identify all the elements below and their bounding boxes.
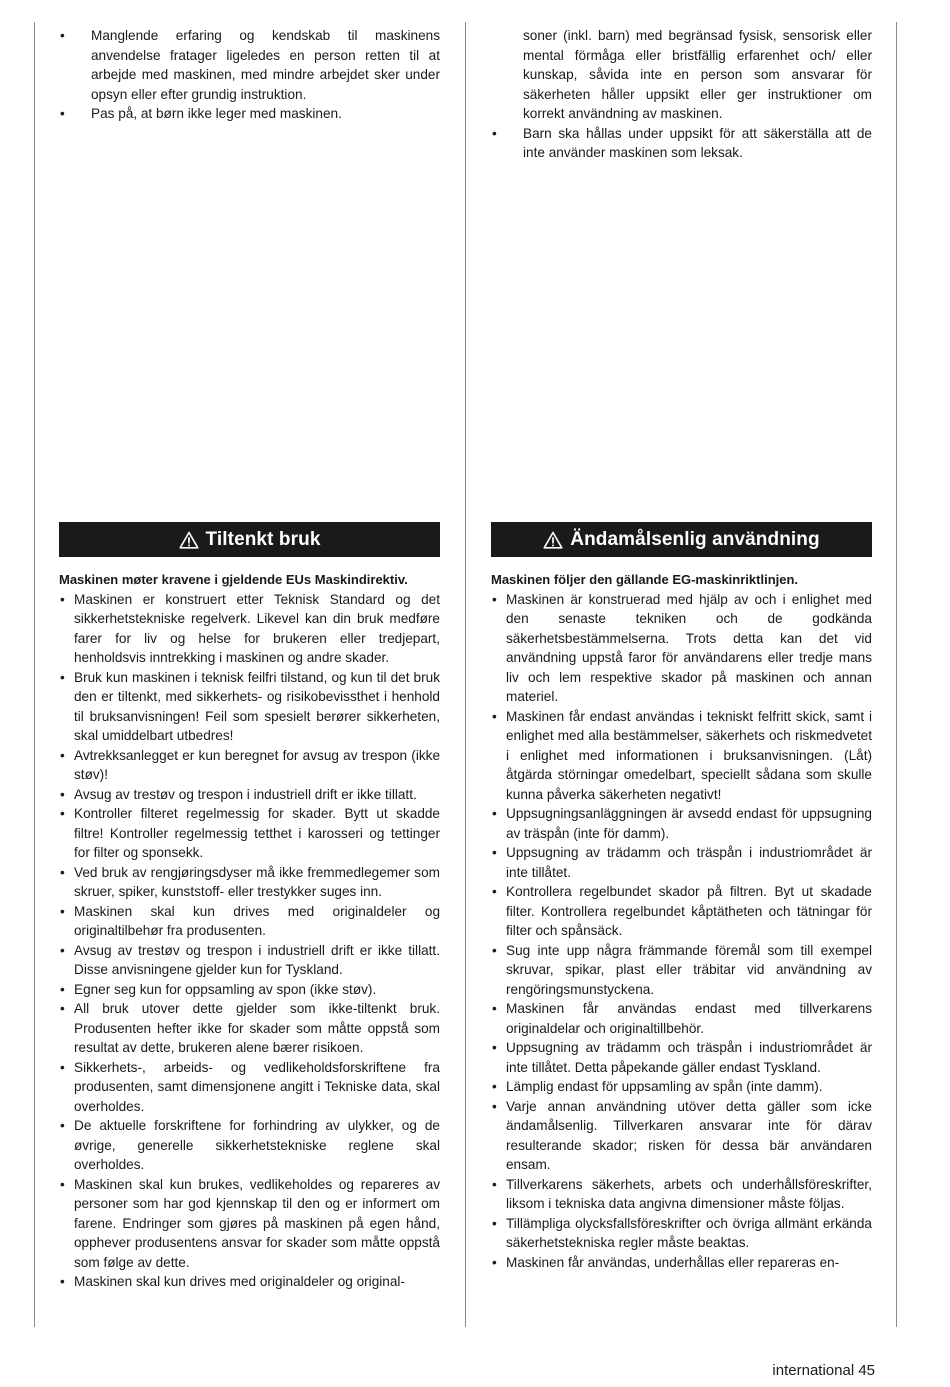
list-item: • Maskinen får användas, underhållas eller repareras en- (491, 1253, 872, 1273)
list-item: • Pas på, at børn ikke leger med maskinen. (59, 104, 440, 124)
center-divider-rule (465, 22, 466, 1327)
left-margin-rule (34, 22, 35, 1327)
list-item: • Kontrollera regelbundet skador på filtren. Byt ut skadade filter. Kontrollera regelbundet kåptätheten och tätningar för filter och spånsäck. (491, 882, 872, 941)
list-item: • Kontroller filteret regelmessig for skader. Bytt ut skadde filtre! Kontroller regelmessig tetthet i karosseri og tettinger for filter og sponsekk. (59, 804, 440, 863)
list-item: • Maskinen skal kun brukes, vedlikeholdes og repareres av personer som har god kjennskap til den og er informert om farene. Endringer som gjøres på maskinen på egen hånd, opphever produsentens ansvar for skader som måtte oppstå som følge av dette. (59, 1175, 440, 1273)
left-bottom-section (59, 570, 440, 1292)
list-item: • Avtrekksanlegget er kun beregnet for avsug av trespon (ikke støv)! (59, 746, 440, 785)
right-bottom-section (491, 570, 872, 1272)
list-item: • De aktuelle forskriftene for forhindring av ulykker, og de øvrige, generelle sikkerhetstekniske reglene skal overholdes. (59, 1116, 440, 1175)
list-item: • All bruk utover dette gjelder som ikke-tiltenkt bruk. Produsenten hefter ikke for skader som måtte oppstå som resultat av dette, brukeren alene bærer risikoen. (59, 999, 440, 1058)
directive-statement: Maskinen följer den gällande EG-maskinriktlinjen. (491, 572, 799, 587)
list-item: • Sikkerhets-, arbeids- og vedlikeholdsforskriftene fra produsenten, samt dimensjonene angitt i Tekniske data, skal overholdes. (59, 1058, 440, 1117)
list-item: • Varje annan användning utöver detta gäller som icke ändamålsenlig. Tillverkaren ansvarar inte för därav resulterande skador; risken för dessa bär användaren ensam. (491, 1097, 872, 1175)
section-heading-tiltenkt-bruk (59, 522, 440, 557)
list-item: • Maskinen skal kun drives med originaldeler og original- (59, 1272, 440, 1292)
list-item: • Barn ska hållas under uppsikt för att säkerställa att de inte använder maskinen som leksak. (491, 124, 872, 163)
list-item: • Uppsugningsanläggningen är avsedd endast för uppsugning av träspån (inte för damm). (491, 804, 872, 843)
heading-text: Ändamålsenlig användning (570, 528, 820, 550)
directive-statement: Maskinen møter kravene i gjeldende EUs Maskindirektiv. (59, 572, 408, 587)
warning-triangle-icon (543, 531, 563, 549)
list-item: • Tillverkarens säkerhets, arbets och underhållsföreskrifter, liksom i tekniska data angivna dimensioner måste följas. (491, 1175, 872, 1214)
list-item: • Manglende erfaring og kendskab til maskinens anvendelse fratager ligeledes en person retten til at arbejde med maskinen, med mindre arbejdet sker under opsyn eller efter grundig instruktion. (59, 26, 440, 104)
right-top-section (491, 26, 872, 163)
list-item: • Maskinen skal kun drives med originaldeler og originaltilbehør fra produsenten. (59, 902, 440, 941)
page-number: international 45 (772, 1362, 875, 1379)
list-item: • Egner seg kun for oppsamling av spon (ikke støv). (59, 980, 440, 1000)
list-item: • Avsug av trestøv og trespon i industriell drift er ikke tillatt. (59, 785, 440, 805)
left-top-section (59, 26, 440, 124)
list-item: • Maskinen får endast användas i tekniskt felfritt skick, samt i enlighet med alla bestämmelser, säkerhets och riskmedvetet i enlighet med informationen i bruksanvisningen. (Låt) åtgärda störningar omedelbart, speciellt sådana som skulle kunna påverka säkerheten negativt! (491, 707, 872, 805)
list-item: • Ved bruk av rengjøringsdyser må ikke fremmedlegemer som skruer, spiker, kunststoff- eller trestykker suges inn. (59, 863, 440, 902)
list-item: • Sug inte upp några främmande föremål som till exempel skruvar, spikar, plast eller träbitar vid användning av rengöringsmunstyckena. (491, 941, 872, 1000)
right-intended-use-list (491, 590, 872, 1273)
heading-text: Tiltenkt bruk (205, 528, 321, 550)
section-heading-andamalsenlig-anvandning (491, 522, 872, 557)
list-item: • Uppsugning av trädamm och träspån i industriområdet är inte tillåtet. (491, 843, 872, 882)
list-item: • Maskinen er konstruert etter Teknisk Standard og det sikkerhetstekniske regelverk. Likevel kan din bruk medføre farer for liv og helse for brukeren eller tredjepart, henholdsvis inntrekking i maskinen og andre skader. (59, 590, 440, 668)
right-top-bullet-list (491, 124, 872, 163)
list-item: • Bruk kun maskinen i teknisk feilfri tilstand, og kun til det bruk den er tiltenkt, med sikkerhets- og risikobevissthet i henhold til bruksanvisningen! Feil som spesielt berører sikkerheten, skal umiddelbart utbedres! (59, 668, 440, 746)
list-item: • Uppsugning av trädamm och träspån i industriområdet är inte tillåtet. Detta påpekande gäller endast Tyskland. (491, 1038, 872, 1077)
list-item: • Avsug av trestøv og trespon i industriell drift er ikke tillatt. Disse anvisningene gjelder kun for Tyskland. (59, 941, 440, 980)
left-intended-use-list (59, 590, 440, 1292)
right-margin-rule (896, 22, 897, 1327)
continuation-paragraph: soner (inkl. barn) med begränsad fysisk, sensorisk eller mental förmåga eller bristfällig erfarenhet och/ eller kunskap, såvida inte en person som ansvarar för säkerheten håller uppsikt eller ger instruktioner om korrekt användning av maskinen. (523, 28, 872, 121)
list-item: • Lämplig endast för uppsamling av spån (inte damm). (491, 1077, 872, 1097)
list-item: • Tillämpliga olycksfallsföreskrifter och övriga allmänt erkända säkerhetstekniska regler måste beaktas. (491, 1214, 872, 1253)
warning-triangle-icon (179, 531, 199, 549)
list-item: • Maskinen får användas endast med tillverkarens originaldelar och originaltillbehör. (491, 999, 872, 1038)
list-item: • Maskinen är konstruerad med hjälp av och i enlighet med den senaste tekniken och de godkända säkerhetsbestämmelserna. Trots detta kan det vid användning uppstå faror för användarens eller tredje mans liv och lem respektive skador på maskinen och annan materiel. (491, 590, 872, 707)
left-top-bullet-list (59, 26, 440, 124)
